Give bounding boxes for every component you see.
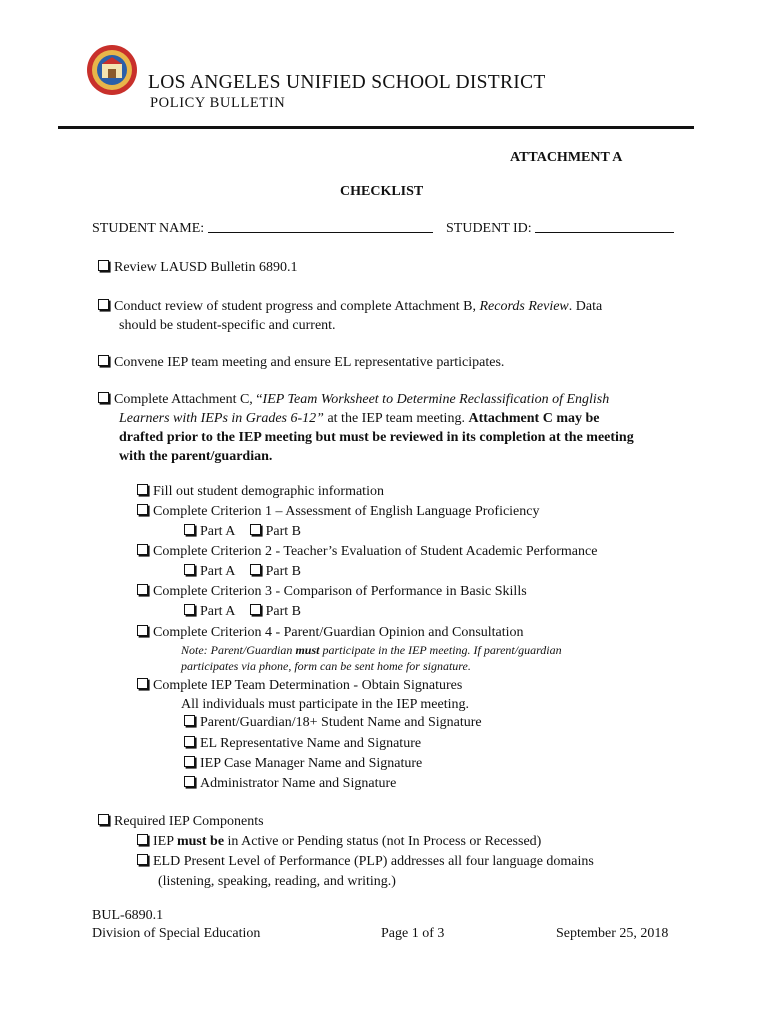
checkbox-icon[interactable] (137, 854, 148, 865)
item-attachment-c (98, 392, 609, 408)
attachment-label: ATTACHMENT A (510, 150, 623, 165)
required-eld-plp-cont: (listening, speaking, reading, and writing.) (158, 874, 396, 889)
item-text: Complete Criterion 2 - Teacher’s Evaluation of Student Academic Performance (153, 544, 598, 559)
item-required-iep (98, 814, 264, 830)
checkbox-icon[interactable] (98, 392, 109, 403)
criterion-2-parts (184, 564, 301, 580)
page-title: CHECKLIST (340, 184, 424, 199)
checkbox-icon[interactable] (184, 564, 195, 575)
checkbox-icon[interactable] (184, 524, 195, 535)
part-a-label: Part A (200, 564, 235, 579)
district-seal-logo (86, 44, 138, 96)
sig-case-manager (184, 756, 422, 772)
item-text: ELD Present Level of Performance (PLP) addresses all four language domains (153, 854, 594, 869)
student-id-blank[interactable] (535, 220, 674, 233)
checkbox-icon[interactable] (250, 524, 261, 535)
item-text: EL Representative Name and Signature (200, 736, 422, 751)
determination-instruction: All individuals must participate in the IEP meeting. (181, 697, 469, 712)
item-text: Convene IEP team meeting and ensure EL representative participates. (114, 355, 505, 370)
checkbox-icon[interactable] (98, 260, 109, 271)
item-conduct-review-cont: should be student-specific and current. (119, 318, 336, 333)
note-text: Note: Parent/Guardian (181, 643, 296, 657)
item-text: Complete Criterion 1 – Assessment of English Language Proficiency (153, 504, 540, 519)
item-text: . Data (568, 299, 603, 314)
item-text: IEP Case Manager Name and Signature (200, 756, 423, 771)
item-review-bulletin (98, 260, 298, 276)
student-id-field[interactable] (446, 220, 674, 237)
checkbox-icon[interactable] (98, 814, 109, 825)
policy-bulletin-label: POLICY BULLETIN (150, 95, 286, 111)
item-text: Fill out student demographic information (153, 484, 384, 499)
checkbox-icon[interactable] (184, 715, 195, 726)
student-name-label: STUDENT NAME: (92, 221, 205, 236)
item-text-italic: Learners with IEPs in Grades 6-12” (119, 411, 324, 426)
note-text: participate in the IEP meeting. If parent/guardian (319, 643, 562, 657)
item-conduct-review (98, 299, 602, 315)
item-text: Parent/Guardian/18+ Student Name and Signature (200, 715, 482, 730)
item-text: Conduct review of student progress and complete Attachment B, (114, 299, 480, 314)
item-text: Complete IEP Team Determination - Obtain Signatures (153, 678, 463, 693)
sub-determination (137, 678, 462, 694)
student-name-field[interactable] (92, 220, 433, 237)
checkbox-icon[interactable] (250, 564, 261, 575)
part-a-label: Part A (200, 524, 235, 539)
item-text: Required IEP Components (114, 814, 264, 829)
checkbox-icon[interactable] (137, 584, 148, 595)
header-divider (58, 126, 694, 129)
item-text: IEP (153, 834, 177, 849)
item-text: Complete Criterion 3 - Comparison of Performance in Basic Skills (153, 584, 527, 599)
criterion-1-parts (184, 524, 301, 540)
part-b-label: Part B (265, 604, 302, 619)
item-text: Complete Criterion 4 - Parent/Guardian Opinion and Consultation (153, 625, 524, 640)
footer-division: Division of Special Education (92, 926, 261, 941)
required-iep-status (137, 834, 541, 850)
checkbox-icon[interactable] (137, 834, 148, 845)
item-text: Administrator Name and Signature (200, 776, 397, 791)
checkbox-icon[interactable] (98, 355, 109, 366)
item-text: in Active or Pending status (not In Process or Recessed) (224, 834, 542, 849)
checkbox-icon[interactable] (250, 604, 261, 615)
district-name: LOS ANGELES UNIFIED SCHOOL DISTRICT (148, 72, 546, 93)
checkbox-icon[interactable] (137, 625, 148, 636)
checkbox-icon[interactable] (184, 736, 195, 747)
sub-criterion-3 (137, 584, 527, 600)
item-attachment-c-line4: with the parent/guardian. (119, 449, 273, 464)
checkbox-icon[interactable] (137, 678, 148, 689)
note-text-bold: must (295, 643, 320, 657)
checkbox-icon[interactable] (184, 604, 195, 615)
part-a-label: Part A (200, 604, 235, 619)
student-name-blank[interactable] (208, 220, 433, 233)
item-convene-meeting (98, 355, 504, 371)
checkbox-icon[interactable] (137, 484, 148, 495)
bulletin-number: BUL-6890.1 (92, 908, 164, 923)
sig-administrator (184, 776, 396, 792)
item-attachment-c-line3: drafted prior to the IEP meeting but must be reviewed in its completion at the meeting (119, 430, 634, 445)
sub-criterion-1 (137, 504, 539, 520)
checkbox-icon[interactable] (184, 756, 195, 767)
part-b-label: Part B (265, 564, 302, 579)
part-b-label: Part B (265, 524, 302, 539)
checkbox-icon[interactable] (98, 299, 109, 310)
required-eld-plp (137, 854, 594, 870)
item-text-bold: must be (176, 834, 225, 849)
criterion-4-note (181, 643, 562, 658)
item-text-italic: IEP Team Worksheet to Determine Reclassification of English (262, 392, 610, 407)
sub-demographic (137, 484, 384, 500)
item-text: at the IEP team meeting. (323, 411, 469, 426)
page-number: Page 1 of 3 (381, 926, 445, 941)
item-text: Complete Attachment C, “ (114, 392, 263, 407)
sig-parent (184, 715, 482, 731)
item-text-italic: Records Review (479, 299, 569, 314)
item-attachment-c-line2 (119, 411, 599, 427)
checkbox-icon[interactable] (184, 776, 195, 787)
criterion-3-parts (184, 604, 301, 620)
criterion-4-note-cont: participates via phone, form can be sent home for signature. (181, 659, 471, 673)
student-id-label: STUDENT ID: (446, 221, 532, 236)
checkbox-icon[interactable] (137, 544, 148, 555)
sub-criterion-2 (137, 544, 597, 560)
item-text-bold: Attachment C may be (468, 411, 600, 426)
checkbox-icon[interactable] (137, 504, 148, 515)
item-text: Review LAUSD Bulletin 6890.1 (114, 260, 298, 275)
sig-el-rep (184, 736, 421, 752)
sub-criterion-4 (137, 625, 524, 641)
footer-date: September 25, 2018 (556, 926, 669, 941)
